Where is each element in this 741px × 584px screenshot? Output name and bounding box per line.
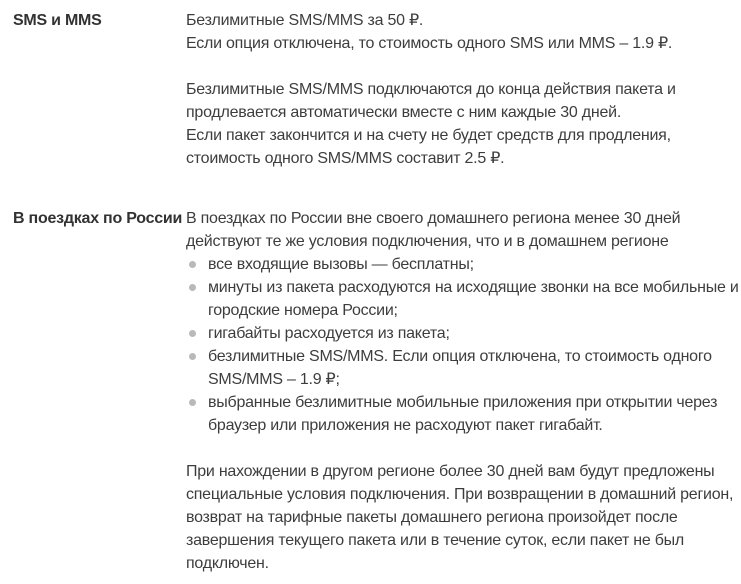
bullet-icon	[189, 330, 196, 337]
bullet-icon	[189, 399, 196, 406]
tariff-section-row	[0, 207, 741, 575]
section-label: В поездках по России	[13, 210, 183, 227]
section-label: SMS и MMS	[13, 12, 102, 29]
paragraph-line: Если опция отключена, то стоимость одного SMS или MMS – 1.9 ₽.	[186, 35, 673, 52]
tariff-section-row	[0, 9, 741, 170]
paragraph-line: Безлимитные SMS/MMS за 50 ₽.	[186, 12, 424, 29]
bullet-item	[186, 391, 741, 437]
bullet-icon	[189, 261, 196, 268]
bullet-list	[186, 253, 741, 437]
paragraph-line: При нахождении в другом регионе более 30 дней вам будут предложены специальные условия подключения. При возвращении в домашний регион, возврат на тарифные пакеты домашнего региона произойдет после завершения текущего пакета или в течение суток, если пакет не был подключен.	[186, 463, 734, 572]
bullet-icon	[189, 353, 196, 360]
bullet-item-text: выбранные безлимитные мобильные приложения при открытии через браузер или приложения не расходуют пакет гигабайт.	[208, 394, 718, 434]
paragraph	[186, 460, 741, 575]
section-content	[186, 207, 741, 575]
bullet-item-text: минуты из пакета расходуются на исходящие звонки на все мобильные и городские номера России;	[208, 279, 739, 319]
bullet-item-text: все входящие вызовы — бесплатны;	[208, 256, 474, 273]
paragraph	[186, 9, 741, 55]
bullet-icon	[189, 284, 196, 291]
paragraph-line: В поездках по России вне своего домашнего региона менее 30 дней действуют те же условия подключения, что и в домашнем регионе	[186, 210, 681, 250]
section-content	[186, 9, 741, 170]
bullet-item	[186, 345, 741, 391]
paragraph	[186, 207, 741, 253]
paragraph	[186, 78, 741, 170]
bullet-item	[186, 276, 741, 322]
paragraph-line: Безлимитные SMS/MMS подключаются до конца действия пакета и продлевается автоматически вместе с ним каждые 30 дней.	[186, 81, 676, 121]
bullet-item	[186, 322, 741, 345]
paragraph-line: Если пакет закончится и на счету не будет средств для продления, стоимость одного SMS/MMS составит 2.5 ₽.	[186, 127, 671, 167]
bullet-item-text: гигабайты расходуется из пакета;	[208, 325, 450, 342]
bullet-item	[186, 253, 741, 276]
bullet-item-text: безлимитные SMS/MMS. Если опция отключена, то стоимость одного SMS/MMS – 1.9 ₽;	[208, 348, 712, 388]
